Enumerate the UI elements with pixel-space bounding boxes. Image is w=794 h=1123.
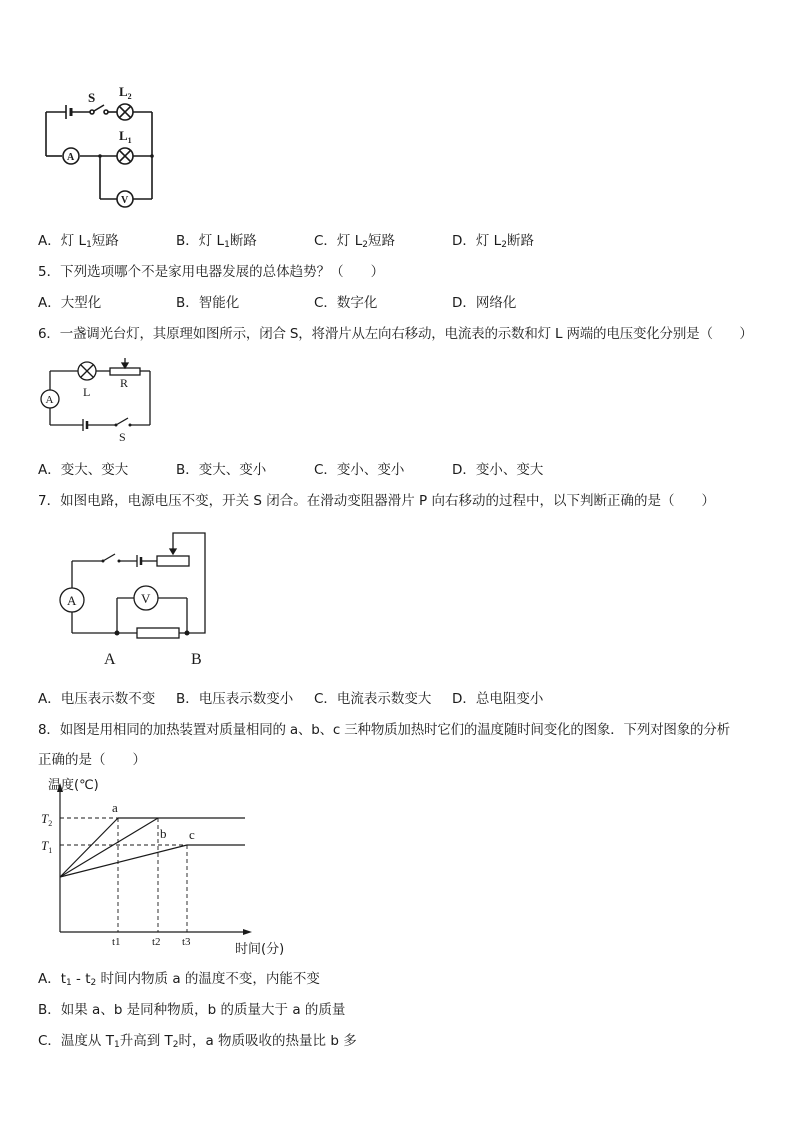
- q7-point-a-label: A: [104, 651, 116, 668]
- q6-option-a: A．变大、变大: [38, 462, 129, 478]
- q4-voltmeter-label: V: [121, 195, 129, 206]
- q6-option-c: C．变小、变小: [314, 462, 405, 478]
- q8-graph-tick-t3: t3: [182, 936, 191, 948]
- q6-stem: 6．一盏调光台灯，其原理如图所示，闭合 S，将滑片从左向右移动，电流表的示数和灯 L 两端的电压变化分别是（ ）: [38, 326, 753, 342]
- q7-option-c: C．电流表示数变大: [314, 691, 432, 707]
- q8-graph-tick-t2: t2: [152, 936, 161, 948]
- q4-circuit-diagram: [38, 84, 163, 209]
- q6-circuit-diagram: [38, 357, 158, 447]
- q7-ammeter-label: A: [67, 593, 77, 608]
- q8-graph-tick-t1: t1: [112, 936, 121, 948]
- q6-rheostat-label: R: [120, 376, 129, 390]
- q4-option-c: C．灯 $L_2$短路: [314, 233, 395, 250]
- q7-option-a: A．电压表示数不变: [38, 691, 156, 707]
- q8-temperature-time-graph: [38, 775, 300, 960]
- q6-switch-label: S: [119, 430, 126, 444]
- q4-label-l1: $L_1$: [119, 128, 132, 145]
- q5-option-d: D．网络化: [452, 295, 517, 311]
- q6-lamp-label: L: [83, 385, 91, 399]
- q8-stem-line1: 8．如图是用相同的加热装置对质量相同的 a、b、c 三种物质加热时它们的温度随时间变化的图象．下列对图象的分析: [38, 722, 730, 738]
- q4-option-b: B．灯 $L_1$断路: [176, 233, 257, 250]
- q7-option-b: B．电压表示数变小: [176, 691, 294, 707]
- q6-ammeter-label: A: [45, 394, 54, 406]
- q7-stem: 7．如图电路，电源电压不变，开关 S 闭合。在滑动变阻器滑片 P 向右移动的过程中，以下判断正确的是（ ）: [38, 493, 715, 509]
- q7-voltmeter-label: V: [141, 591, 151, 606]
- q8-graph-ylabel: 温度(℃): [48, 778, 99, 793]
- q8-option-a: A．$t_1 - t_2$ 时间内物质 a 的温度不变，内能不变: [38, 971, 320, 988]
- q8-graph-t2-label: $T_2$: [41, 811, 53, 828]
- q7-option-d: D．总电阻变小: [452, 691, 544, 707]
- q7-point-b-label: B: [191, 651, 202, 668]
- q4-option-d: D．灯 $L_2$断路: [452, 233, 534, 250]
- q7-circuit-diagram: [55, 525, 215, 670]
- q8-option-b: B．如果 a、b 是同种物质，b 的质量大于 a 的质量: [38, 1002, 346, 1018]
- q5-stem: 5．下列选项哪个不是家用电器发展的总体趋势？（ ）: [38, 264, 385, 280]
- q5-option-c: C．数字化: [314, 295, 378, 311]
- q8-graph-curve-c-label: c: [189, 827, 195, 842]
- q4-label-l2: $L_2$: [119, 84, 132, 101]
- q8-graph-curve-b-label: b: [160, 826, 167, 841]
- q5-option-a: A．大型化: [38, 295, 102, 311]
- q8-graph-xlabel: 时间(分): [235, 942, 285, 957]
- q4-option-a: A．灯 $L_1$短路: [38, 233, 119, 250]
- q6-option-d: D．变小、变大: [452, 462, 544, 478]
- q8-graph-curve-a-label: a: [112, 800, 118, 815]
- q4-ammeter-label: A: [67, 152, 75, 163]
- q8-graph-t1-label: $T_1$: [41, 838, 53, 855]
- q8-option-c: C．温度从 $T_1$升高到 $T_2$时，a 物质吸收的热量比 b 多: [38, 1033, 357, 1050]
- q6-option-b: B．变大、变小: [176, 462, 267, 478]
- q4-label-s: S: [88, 90, 96, 105]
- q8-stem-line2: 正确的是（ ）: [38, 752, 146, 768]
- q5-option-b: B．智能化: [176, 295, 240, 311]
